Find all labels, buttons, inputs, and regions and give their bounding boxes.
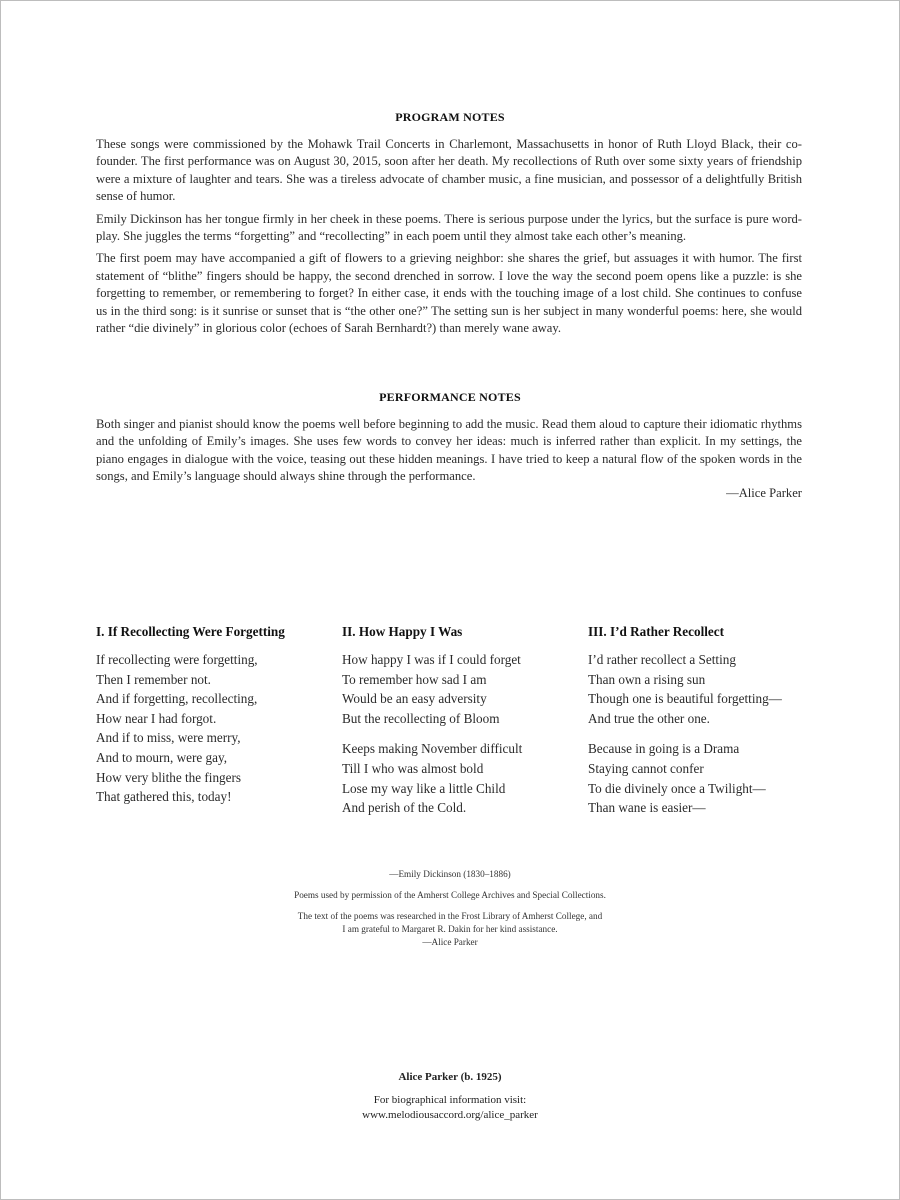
permission-note: Poems used by permission of the Amherst College Archives and Special Collections. [294, 890, 606, 900]
poem-line: Keeps making November difficult [342, 741, 523, 757]
poem-line: How happy I was if I could forget [342, 652, 521, 667]
poem-stanza [342, 739, 572, 817]
program-notes-paragraph: Emily Dickinson has her tongue firmly in her cheek in these poems. There is serious purpose under the lyrics, but the surface is pure word-play. She juggles the terms “forgetting” and “recollecting” in each poem until they almost take each other’s meaning. [96, 211, 802, 244]
poem-line: And true the other one. [588, 710, 710, 726]
poem-line: I’d rather recollect a Setting [588, 652, 736, 667]
poem-line: And if forgetting, recollecting, [96, 691, 258, 707]
poem-line: Would be an easy adversity [342, 691, 487, 707]
poem-line: And perish of the Cold. [342, 800, 467, 816]
poem-line: That gathered this, today! [96, 789, 232, 805]
composer-bio [0, 1070, 900, 1124]
poem-2 [342, 624, 572, 829]
research-note-line: The text of the poems was researched in the Frost Library of Amherst College, and [297, 911, 603, 921]
program-notes-body [96, 136, 802, 342]
poem-title: I. If Recollecting Were Forgetting [96, 624, 285, 639]
poem-line: Because in going is a Drama [588, 741, 740, 757]
performance-notes-body [96, 416, 802, 502]
poet-attribution: —Emily Dickinson (1830–1886) [389, 869, 511, 879]
program-notes-paragraph: These songs were commissioned by the Mohawk Trail Concerts in Charlemont, Massachusetts in honor of Ruth Lloyd Black, their co-founder. The first performance was on August 30, 2015, soon after her death. My recollections of Ruth over some sixty years of friendship were a mixture of laughter and tears. She was a tireless advocate of chamber music, a fine musician, and possessor of a delightfully British sense of humor. [96, 137, 802, 204]
performance-notes-paragraph: Both singer and pianist should know the poems well before beginning to add the music. Read them aloud to capture their idiomatic rhythms and the unfolding of Emily’s images. She uses few words to convey her ideas: much is inferred rather than explicit. In my settings, the piano engages in dialogue with the voice, teasing out these hidden meanings. I have tried to keep a natural flow of the spoken words in the songs, and Emily’s language should always shine through the performance. [96, 417, 802, 484]
poem-line: But the recollecting of Bloom [342, 710, 500, 726]
credits-block [0, 868, 900, 949]
poem-line: Till I who was almost bold [342, 760, 484, 776]
poem-line: To die divinely once a Twilight— [588, 780, 766, 796]
poem-line: Then I remember not. [96, 671, 211, 687]
poem-line: Though one is beautiful forgetting— [588, 691, 782, 707]
poem-line: To remember how sad I am [342, 671, 487, 687]
poem-1 [96, 624, 326, 818]
program-notes-paragraph: The first poem may have accompanied a gift of flowers to a grieving neighbor: she shares the grief, but assuages it with humor. The first statement of “blithe” fingers should be happy, the second drenched in sorrow. I love the way the second poem opens like a puzzle: is she forgetting to remember, or remembering to forget? In either case, it ends with the touching image of a lost child. She continues to confuse us in the third song: is it sunrise or sunset that is “the other one?” The setting sun is her subject in many wonderful poems: here, she would rather “die divinely” in glorious color (echoes of Sarah Bernhardt?) than merely wane away. [96, 251, 802, 336]
program-notes-heading: PROGRAM NOTES [395, 110, 505, 124]
poem-title: II. How Happy I Was [342, 624, 463, 639]
composer-name: Alice Parker (b. 1925) [398, 1071, 502, 1083]
poem-line: Than wane is easier— [588, 800, 706, 816]
poem-title: III. I’d Rather Recollect [588, 624, 725, 639]
performance-notes-signature: —Alice Parker [726, 485, 802, 500]
poem-3 [588, 624, 818, 829]
poem-stanza [588, 650, 818, 728]
credits-signature: —Alice Parker [422, 937, 478, 947]
poem-line: And to mourn, were gay, [96, 749, 227, 765]
bio-info-text: For biographical information visit: [373, 1093, 527, 1106]
bio-url: www.melodiousaccord.org/alice_parker [362, 1109, 538, 1121]
poem-line: Than own a rising sun [588, 671, 706, 687]
poem-line: How very blithe the fingers [96, 769, 242, 785]
poem-line: How near I had forgot. [96, 710, 217, 726]
research-note-line: I am grateful to Margaret R. Dakin for her kind assistance. [342, 924, 558, 934]
poem-line: Staying cannot confer [588, 760, 704, 776]
poem-stanza [96, 650, 326, 807]
performance-notes-heading: PERFORMANCE NOTES [379, 390, 521, 404]
poem-stanza [588, 739, 818, 817]
poem-stanza [342, 650, 572, 728]
poem-line: If recollecting were forgetting, [96, 652, 258, 667]
poem-line: Lose my way like a little Child [342, 780, 506, 796]
poem-line: And if to miss, were merry, [96, 730, 241, 746]
